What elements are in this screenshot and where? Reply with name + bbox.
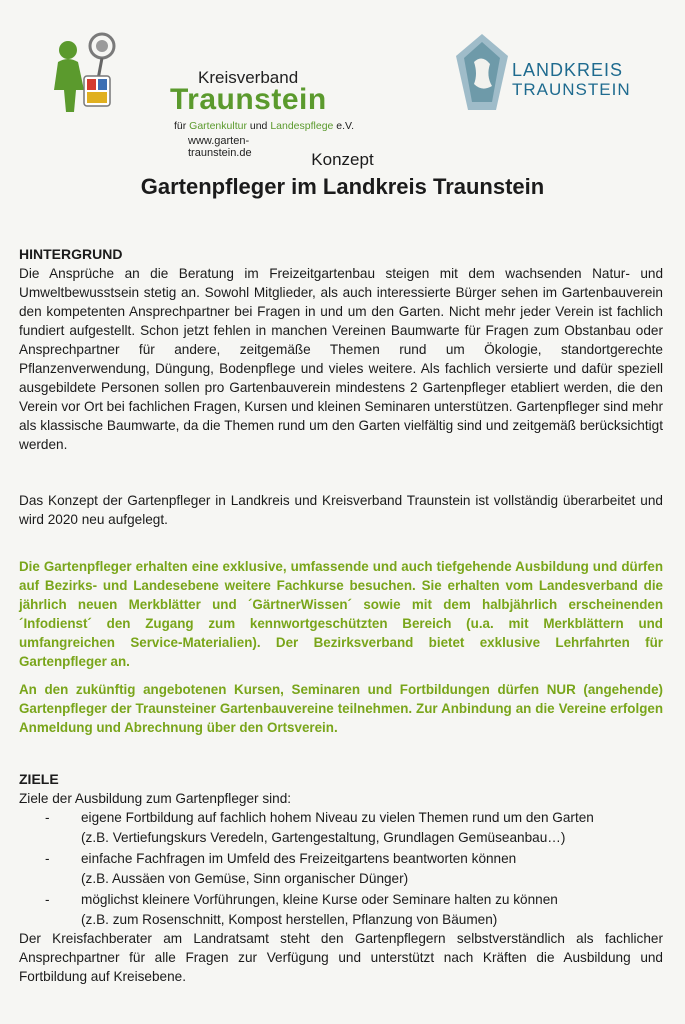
ziele-closing-paragraph: Der Kreisfachberater am Landratsamt steht den Gartenpflegern selbstverständlich als fachlicher Ansprechpartner für alle Fragen zur Verfügung und unterstützt nach Kräften die Ausbildung und Fortbildung auf Kreisebene.: [19, 931, 663, 984]
green-paragraph-1: Die Gartenpfleger erhalten eine exklusive, umfassende und auch tiefgehende Ausbildung und dürfen auf Bezirks- und Landesebene weitere Fachkurse besuchen. Sie erhalten vom Landesverband die jährlich neuen Merkblätter und ´GärtnerWissen´ sowie mit dem halbjährlich erscheinenden ´Infodienst´ den Zugang zum kennwortgeschützten Bereich (u.a. mit Merkblättern und umfangreichen Service-Materialien). Der Bezirksverband bietet exklusive Lehrfahrten für Gartenpfleger an.: [19, 559, 663, 669]
gardener-emblem-icon: [50, 30, 130, 120]
list-item-main: einfache Fachfragen im Umfeld des Freizeitgartens beantworten können: [81, 851, 517, 866]
document-kicker: Konzept: [311, 150, 374, 169]
hintergrund-paragraph-1: Die Ansprüche an die Beratung im Freizeitgartenbau steigen mit dem wachsenden Natur- und Umweltbewusstsein stetig an. Sowohl Mitglieder, als auch interessierte Bürger sehen im Gartenbauverein den kompetenten Ansprechpartner bei Fragen in und um den Garten. Nicht mehr jeder Verein ist fachlich fundiert aufgestellt. Schon jetzt fehlen in manchen Vereinen Baumwarte für Fragen zum Obstanbau oder Ansprechpartner für andere, zeitgemäße Themen rund um Ökologie, standortgerechte Pflanzenverwendung, Düngung, Bodenpflege und vieles weitere. Als fachlich versierte und dafür speziell ausgebildete Personen sollen pro Gartenbauverein mindestens 2 Gartenpfleger etabliert werden, die den Verein vor Ort bei fachlichen Fragen, Kursen und kleinen Seminaren unterstützen. Gartenpfleger sind mehr als klassische Baumwarte, da die Themen rund um den Garten vielfältig sind und zeitgemäß berücksichtigt werden.: [19, 266, 663, 452]
list-dash: -: [45, 810, 50, 825]
kreisverband-logo: [50, 30, 355, 159]
org-subtitle: für Gartenkultur und Landespflege e.V.: [174, 120, 355, 132]
section-heading-ziele: ZIELE: [19, 771, 59, 787]
list-dash: -: [45, 851, 50, 866]
list-item-main: eigene Fortbildung auf fachlich hohem Niveau zu vielen Themen rund um den Garten: [81, 810, 594, 825]
landkreis-name-line1: LANDKREIS: [512, 60, 624, 80]
org-url: www.garten-traunstein.de: [188, 135, 252, 159]
org-big-title: Traunstein: [170, 83, 327, 116]
section-heading-hintergrund: HINTERGRUND: [19, 246, 123, 262]
list-dash: -: [45, 892, 50, 907]
green-paragraph-2: An den zukünftig angebotenen Kursen, Seminaren und Fortbildungen dürfen NUR (angehende) Gartenpfleger der Traunsteiner Gartenbauvereine teilnehmen. Zur Anbindung an die Vereine erfolgen Anmeldung und Abrechnung über den Ortsverein.: [19, 682, 663, 735]
list-item-example: (z.B. Aussäen von Gemüse, Sinn organischer Dünger): [81, 871, 409, 886]
list-item-example: (z.B. zum Rosenschnitt, Kompost herstellen, Pflanzung von Bäumen): [81, 912, 498, 927]
landkreis-name-line2: TRAUNSTEIN: [512, 80, 631, 99]
list-item-example: (z.B. Vertiefungskurs Veredeln, Gartengestaltung, Grundlagen Gemüseanbau…): [81, 830, 566, 845]
document-title: Gartenpfleger im Landkreis Traunstein: [140, 174, 545, 199]
landkreis-crest-icon: [452, 32, 512, 112]
ziele-intro: Ziele der Ausbildung zum Gartenpfleger sind:: [19, 791, 292, 806]
list-item-main: möglichst kleinere Vorführungen, kleine Kurse oder Seminare halten zu können: [81, 892, 558, 907]
hintergrund-paragraph-2: Das Konzept der Gartenpfleger in Landkreis und Kreisverband Traunstein ist vollständig überarbeitet und wird 2020 neu aufgelegt.: [19, 493, 663, 527]
org-small-title: Kreisverband: [198, 68, 299, 87]
